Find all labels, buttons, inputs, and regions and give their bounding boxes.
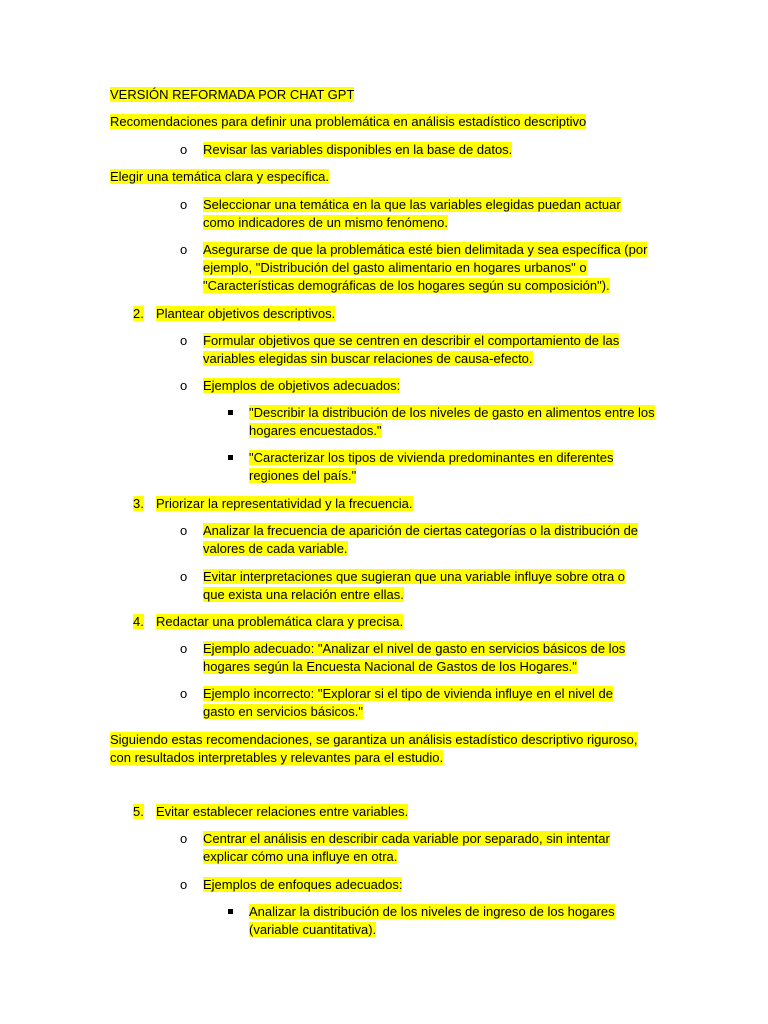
section-bullet: Analizar la frecuencia de aparición de ciertas categorías o la distribución de valores de cada variable. — [203, 523, 639, 556]
section-bullet: Formular objetivos que se centren en describir el comportamiento de las variables elegidas sin buscar relaciones de causa-efecto. — [203, 333, 620, 366]
conclusion-paragraph: Siguiendo estas recomendaciones, se garantiza un análisis estadístico descriptivo riguroso, con resultados interpretables y relevantes para el estudio. — [110, 732, 638, 765]
bullet-marker: o — [180, 142, 188, 157]
bullet-marker: o — [180, 569, 188, 584]
sub-bullet: "Caracterizar los tipos de vivienda predominantes en diferentes regiones del país." — [249, 450, 614, 483]
bullet-marker: o — [180, 641, 188, 656]
section-bullet: Evitar interpretaciones que sugieran que una variable influye sobre otra o que exista una relación entre ellas. — [203, 569, 626, 602]
section-bullet: Ejemplo incorrecto: "Explorar si el tipo de vivienda influye en el nivel de gasto en servicios básicos." — [203, 686, 613, 719]
section-number: 5. — [133, 804, 144, 819]
bullet-marker: o — [180, 197, 188, 212]
section-title: Evitar establecer relaciones entre variables. — [156, 804, 409, 819]
sub-bullet: Analizar la distribución de los niveles de ingreso de los hogares (variable cuantitativa). — [249, 904, 615, 937]
sub-bullet: "Describir la distribución de los niveles de gasto en alimentos entre los hogares encuestados." — [249, 405, 655, 438]
topic-bullet-1: Seleccionar una temática en la que las variables elegidas puedan actuar como indicadores de un mismo fenómeno. — [203, 197, 621, 230]
bullet-marker: o — [180, 523, 188, 538]
section-bullet: Ejemplo adecuado: "Analizar el nivel de gasto en servicios básicos de los hogares según la Encuesta Nacional de Gastos de los Hogares." — [203, 641, 626, 674]
document-heading: VERSIÓN REFORMADA POR CHAT GPT — [110, 87, 355, 102]
topic-bullet-2: Asegurarse de que la problemática esté bien delimitada y sea específica (por ejemplo, "Distribución del gasto alimentario en hogares urbanos" o "Características demográficas de los hogares según su composición"). — [203, 242, 648, 293]
section-number: 4. — [133, 614, 144, 629]
bullet-marker: o — [180, 831, 188, 846]
square-bullet-icon — [228, 410, 233, 415]
section-bullet: Ejemplos de objetivos adecuados: — [203, 378, 401, 393]
bullet-marker: o — [180, 686, 188, 701]
bullet-marker: o — [180, 877, 188, 892]
section-number: 3. — [133, 496, 144, 511]
section-bullet: Centrar el análisis en describir cada variable por separado, sin intentar explicar cómo una influye en otra. — [203, 831, 610, 864]
section-title: Plantear objetivos descriptivos. — [156, 306, 336, 321]
bullet-marker: o — [180, 333, 188, 348]
square-bullet-icon — [228, 455, 233, 460]
bullet-marker: o — [180, 242, 188, 257]
section-bullet: Ejemplos de enfoques adecuados: — [203, 877, 403, 892]
section-title: Redactar una problemática clara y precisa. — [156, 614, 404, 629]
bullet-marker: o — [180, 378, 188, 393]
section-number: 2. — [133, 306, 144, 321]
section-title: Priorizar la representatividad y la frecuencia. — [156, 496, 413, 511]
intro-bullet: Revisar las variables disponibles en la base de datos. — [203, 142, 513, 157]
document-subheading: Recomendaciones para definir una problemática en análisis estadístico descriptivo — [110, 114, 587, 129]
topic-line: Elegir una temática clara y específica. — [110, 169, 329, 184]
square-bullet-icon — [228, 909, 233, 914]
